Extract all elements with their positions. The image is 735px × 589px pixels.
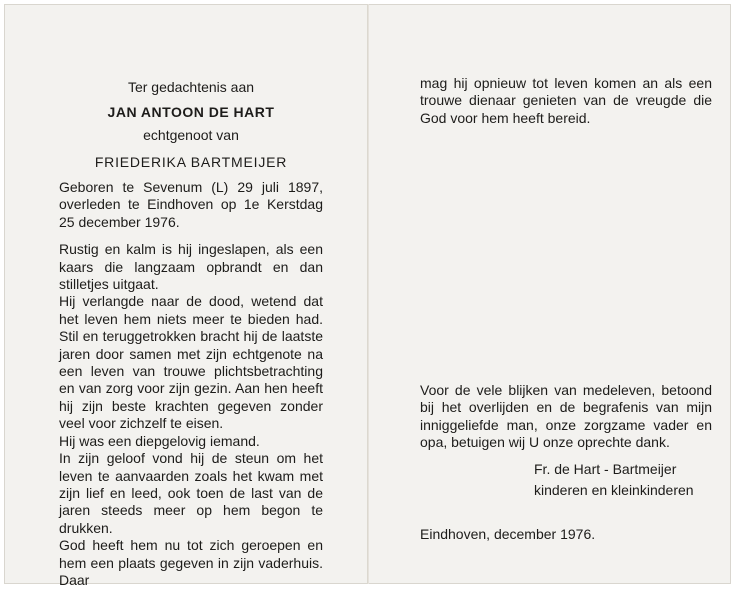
continuation-text: mag hij opnieuw tot leven komen an als een trouwe dienaar genieten van de vreugde die God voor hem heeft bereid. [420, 75, 712, 126]
signature-line-1: Fr. de Hart - Bartmeijer [534, 460, 677, 477]
left-page [59, 78, 323, 589]
spouse-label: echtgenoot van [143, 127, 239, 143]
spouse-name: FRIEDERIKA BARTMEIJER [94, 154, 288, 170]
birth-death-text: Geboren te Sevenum (L) 29 juli 1897, overleden te Eindhoven op 1e Kerstdag 25 december 1976. [59, 179, 323, 230]
paragraph-faith: Hij was een diepgelovig iemand. [59, 432, 260, 449]
memorial-header: Ter gedachtenis aan [127, 79, 255, 95]
place-date: Eindhoven, december 1976. [420, 526, 596, 542]
right-page [420, 75, 712, 127]
paragraph-longing: Hij verlangde naar de dood, wetend dat het leven hem niets meer te bieden had. Stil en teruggetrokken bracht hij de laatste jaren door samen met zijn echtgenote na een leven van trouwe plichtsbetrachting en van zorg voor zijn gezin. Aan hen heeft hij zijn beste krachten gegeven zonder veel voor zichzelf te eisen. [59, 293, 323, 432]
card-fold-line [367, 4, 369, 584]
thanks-text: Voor de vele blijken van medeleven, betoond bij het overlijden en de begrafenis van mijn inniggeliefde man, onze zorgzame vader en opa, betuigen wij U onze oprechte dank. [420, 382, 712, 451]
paragraph-rest: Rustig en kalm is hij ingeslapen, als een kaars die langzaam opbrandt en dan stilletjes uitgaat. [59, 241, 323, 293]
thanks-block [420, 382, 712, 500]
signature-line-2: kinderen en kleinkinderen [534, 481, 694, 498]
paragraph-support: In zijn geloof vond hij de steun om het leven te aanvaarden zoals het kwam met zijn lief en leed, ook toen de last van de jaren steeds meer op hem begon te drukken. [59, 450, 323, 536]
paragraph-called: God heeft hem nu tot zich geroepen en hem een plaats gegeven in zijn vaderhuis. Daar [59, 537, 323, 588]
deceased-name: JAN ANTOON DE HART [107, 104, 275, 120]
